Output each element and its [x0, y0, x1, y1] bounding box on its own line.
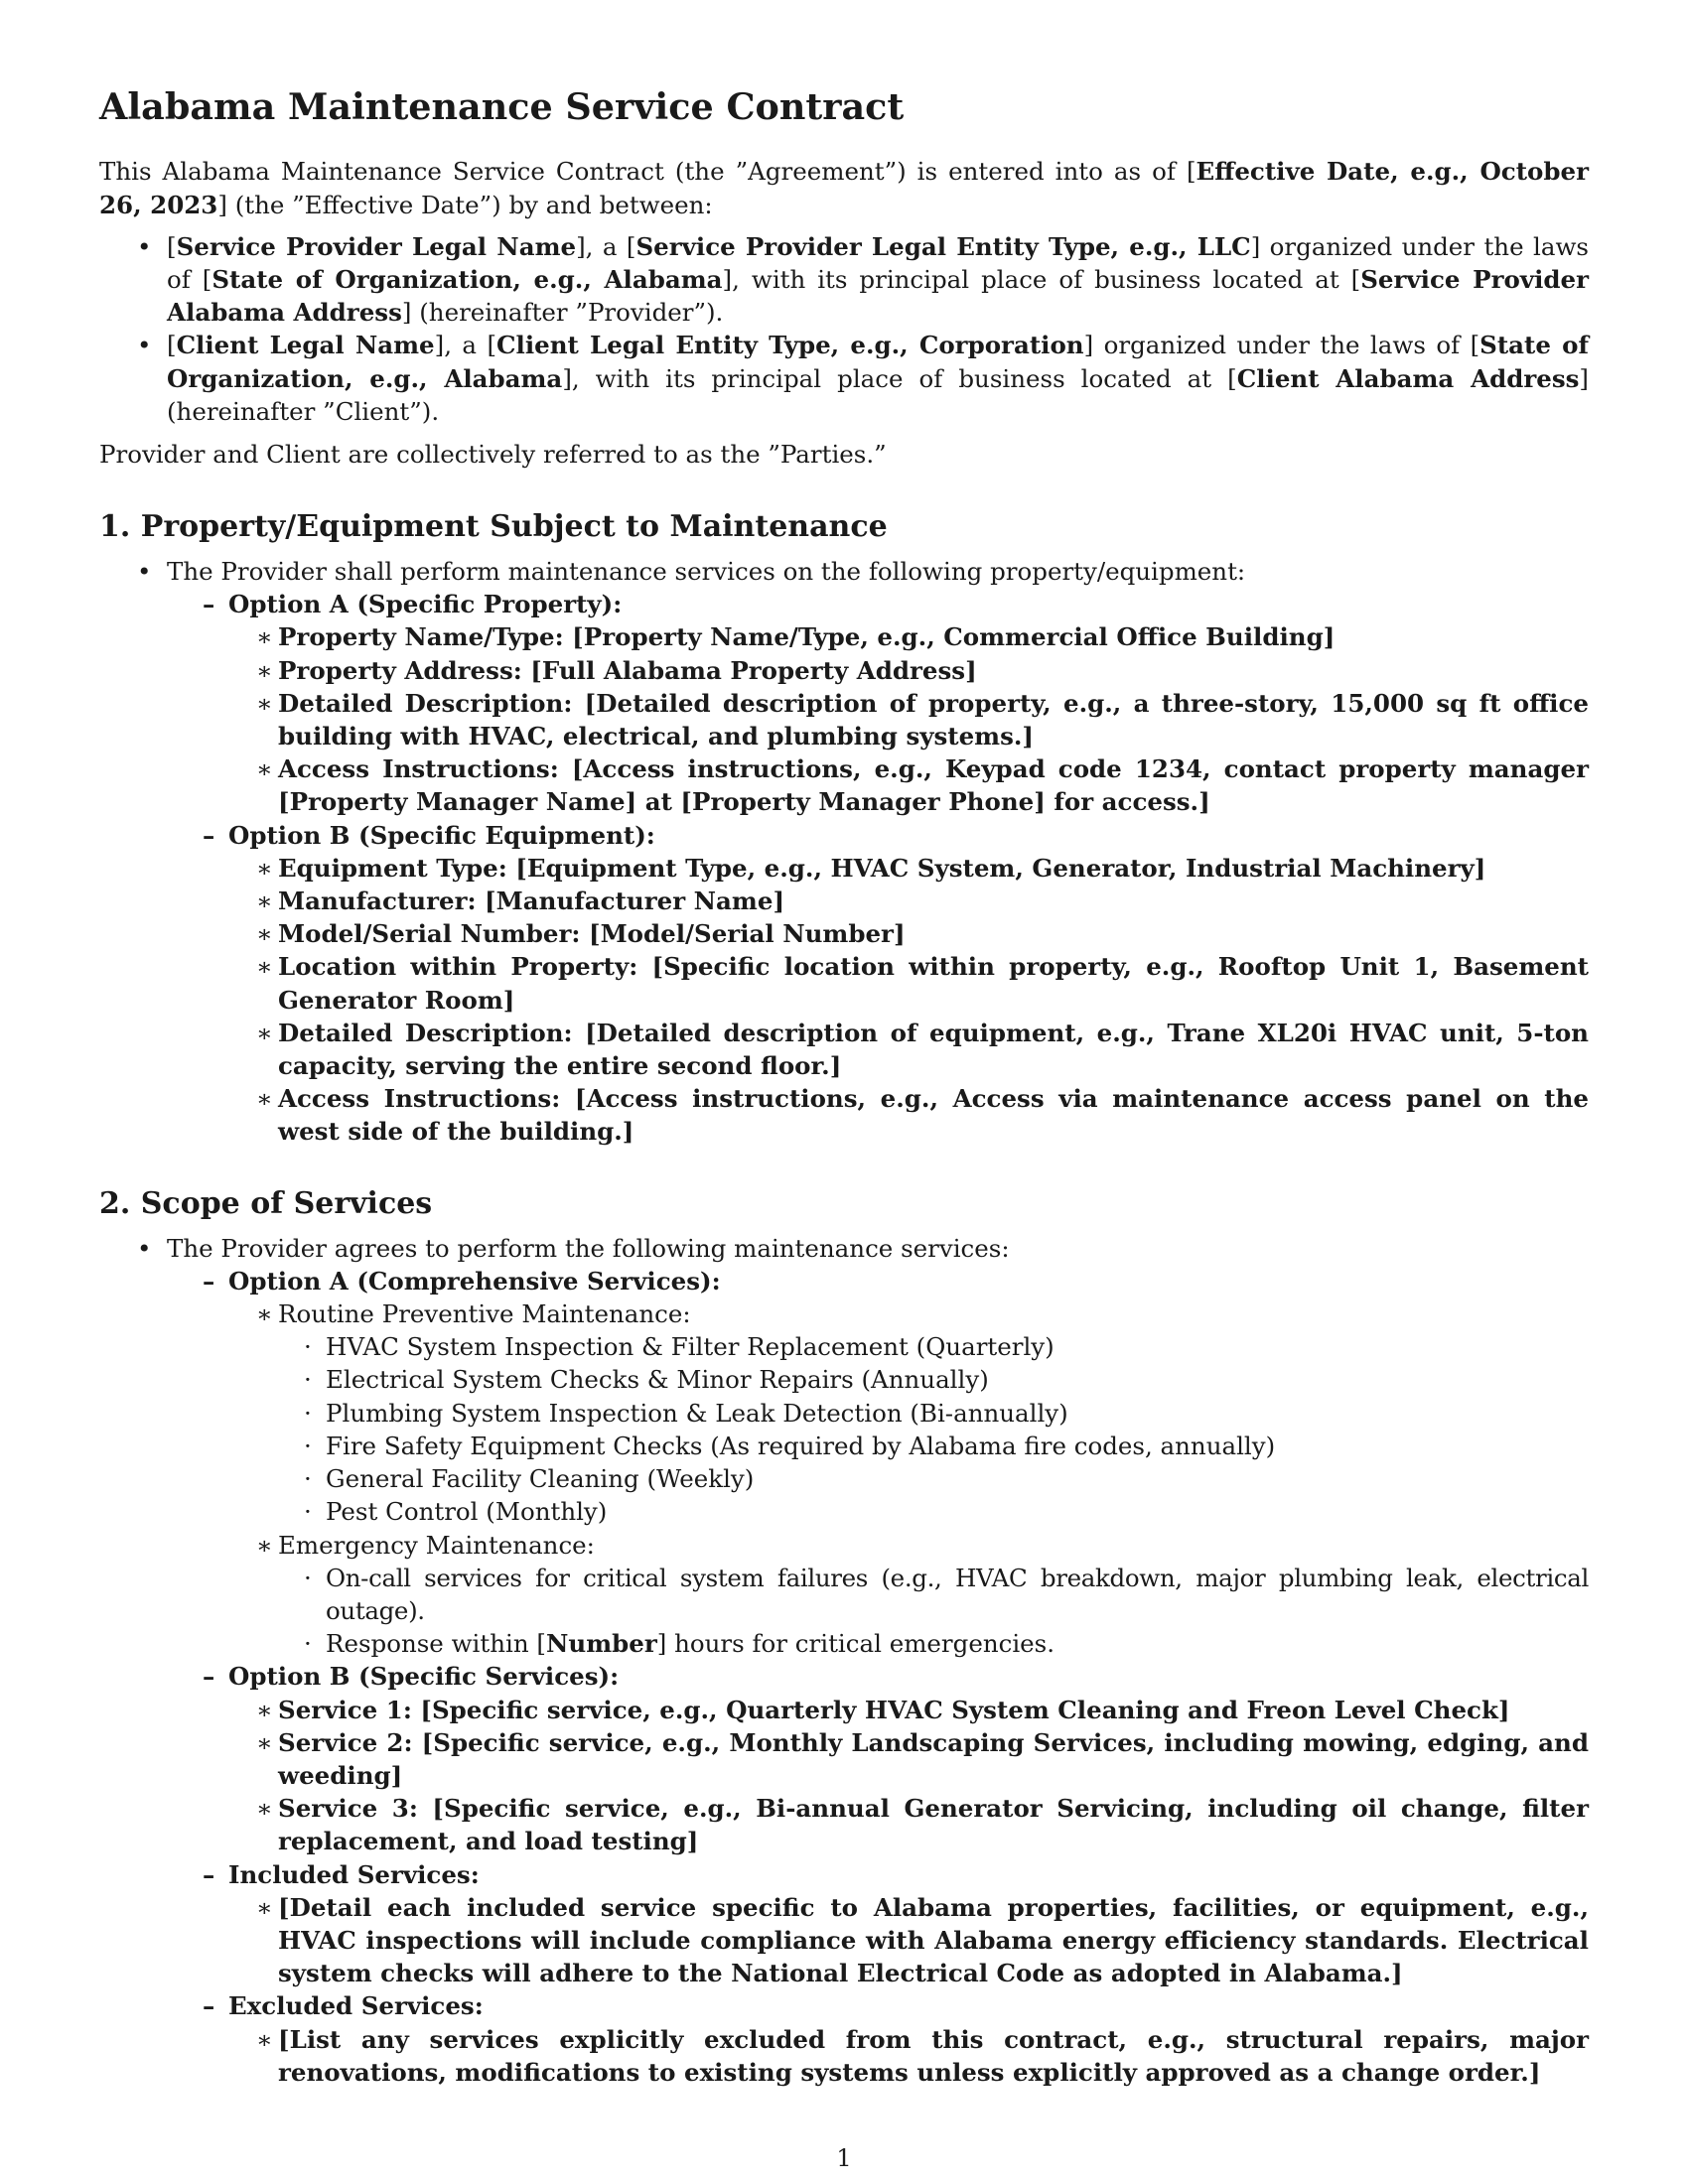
section-2-included: – Included Services: ∗ [Detail each included service specific to Alabama properties, facilities, or equipment, e.g., HVAC inspections will include compliance with Alabama energy efficiency standards. Electrical system checks will adhere to the National Electrical Code as adopted in Alabama.]	[167, 1858, 1589, 1990]
section-2-option-b: – Option B (Specific Services): ∗ Service 1: [Specific service, e.g., Quarterly HVAC System Cleaning and Freon Level Check] ∗ Service 2: [Specific service, e.g., Monthly Landscaping Services, including mowing, edging, and weeding] ∗ Service 3: [Specific service, e.g., Bi-annual Generator Servicing, including oil change, filter replacement, and load testing]	[167, 1660, 1589, 1857]
party-provider: • [Service Provider Legal Name], a [Service Provider Legal Entity Type, e.g., LLC] organized under the laws of [State of Organization, e.g., Alabama], with its principal place of business located at [Service Provider Alabama Address] (hereinafter ”Provider”).	[137, 231, 1590, 328]
parties-list	[99, 230, 1589, 428]
list-item: ∗ Access Instructions: [Access instructions, e.g., Keypad code 1234, contact property manager [Property Manager Name] at [Property Manager Phone] for access.]	[256, 754, 1589, 817]
party-client: • [Client Legal Name], a [Client Legal Entity Type, e.g., Corporation] organized under the laws of [State of Organization, e.g., Alabama], with its principal place of business located at [Client Alabama Address] (hereinafter ”Client”).	[137, 331, 1589, 426]
parties-summary: Provider and Client are collectively referred to as the ”Parties.”	[99, 440, 887, 470]
list-item: ∗ Access Instructions: [Access instructions, e.g., Access via maintenance access panel on the west side of the building.]	[256, 1084, 1589, 1147]
list-item: ∗ Property Address: [Full Alabama Property Address]	[256, 655, 977, 685]
section-2-option-a: – Option A (Comprehensive Services): ∗ Routine Preventive Maintenance: · HVAC System Inspection & Filter Replacement (Quarterly) · Electrical System Checks & Minor Repairs (Annually) · Plumbing System Inspection & Leak Detection (Bi-annually) · Fire Safety Equipment Checks (As required by Alabama fire codes, annually) · General Facility Cleaning (Weekly) · Pest Control (Monthly) ∗ Emergency Maintenance: · On-call services for critical system failures (e.g., HVAC breakdown, major plumbing leak, electrical outage). · Response within [Number] hours for critical emergencies.	[167, 1265, 1589, 1660]
list-item: · HVAC System Inspection & Filter Replacement (Quarterly)	[304, 1332, 1055, 1362]
list-item: · General Facility Cleaning (Weekly)	[304, 1464, 755, 1494]
list-item: ∗ Detailed Description: [Detailed description of property, e.g., a three-story, 15,000 sq ft office building with HVAC, electrical, and plumbing systems.]	[256, 688, 1589, 751]
list-item: ∗ [Detail each included service specific to Alabama properties, facilities, or equipment, e.g., HVAC inspections will include compliance with Alabama energy efficiency standards. Electrical system checks will adhere to the National Electrical Code as adopted in Alabama.]	[256, 1892, 1589, 1988]
list-item: · Response within [Number] hours for critical emergencies.	[304, 1629, 1055, 1659]
section-2-list	[99, 1232, 1589, 2089]
section-2-excluded: – Excluded Services: ∗ [List any services explicitly excluded from this contract, e.g., structural repairs, major renovations, modifications to existing systems unless explicitly approved as a change order.]	[167, 1989, 1589, 2089]
list-item: ∗ [List any services explicitly excluded from this contract, e.g., structural repairs, major renovations, modifications to existing systems unless explicitly approved as a change order.]	[256, 2024, 1589, 2087]
list-item: · On-call services for critical system failures (e.g., HVAC breakdown, major plumbing leak, electrical outage).	[304, 1563, 1589, 1625]
routine-maintenance: ∗ Routine Preventive Maintenance: · HVAC System Inspection & Filter Replacement (Quarterly) · Electrical System Checks & Minor Repairs (Annually) · Plumbing System Inspection & Leak Detection (Bi-annually) · Fire Safety Equipment Checks (As required by Alabama fire codes, annually) · General Facility Cleaning (Weekly) · Pest Control (Monthly)	[228, 1297, 1589, 1528]
intro-paragraph: This Alabama Maintenance Service Contract (the ”Agreement”) is entered into as of [Effective Date, e.g., October 26, 2023] (the ”Effective Date”) by and between:	[99, 156, 1590, 219]
list-item: · Pest Control (Monthly)	[304, 1497, 608, 1527]
list-item: ∗ Model/Serial Number: [Model/Serial Number]	[256, 919, 906, 949]
list-item: · Plumbing System Inspection & Leak Detection (Bi-annually)	[304, 1398, 1068, 1428]
list-item: ∗ Service 2: [Specific service, e.g., Monthly Landscaping Services, including mowing, edging, and weeding]	[256, 1727, 1589, 1790]
page-number: 1	[836, 2144, 852, 2172]
section-1-lead: • The Provider shall perform maintenance services on the following property/equipment: – Option A (Specific Property): ∗ Property Name/Type: [Property Name/Type, e.g., Commercial Office Building] ∗ Property Address: [Full Alabama Property Address] ∗ Detailed Description: [Detailed description of property, e.g., a three-story, 15,000 sq ft office building with HVAC, electrical, and plumbing systems.] ∗ Access Instructions: [Access instructions, e.g., Keypad code 1234, contact property manager [Property Manager Name] at [Property Manager Phone] for access.] – Option B (Specific Equipment): ∗ Equipment Type: [Equipment Type, e.g., HVAC System, Generator, Industrial Machinery] ∗ Manufacturer: [Manufacturer Name] ∗ Model/Serial Number: [Model/Serial Number] ∗ Location within Property: [Specific location within property, e.g., Rooftop Unit 1, Basement Generator Room] ∗ Detailed Description: [Detailed description of equipment, e.g., Trane XL20i HVAC unit, 5-ton capacity, serving the entire second floor.] ∗ Access Instructions: [Access instructions, e.g., Access via maintenance access panel on the west side of the building.]	[99, 555, 1589, 1149]
document-page	[99, 85, 1589, 2089]
list-item: · Electrical System Checks & Minor Repairs (Annually)	[304, 1365, 989, 1395]
section-2-heading: 2. Scope of Services	[99, 1185, 433, 1221]
document-title: Alabama Maintenance Service Contract	[99, 85, 905, 128]
list-item: ∗ Property Name/Type: [Property Name/Type, e.g., Commercial Office Building]	[256, 622, 1336, 652]
section-1-option-a: – Option A (Specific Property): ∗ Property Name/Type: [Property Name/Type, e.g., Commercial Office Building] ∗ Property Address: [Full Alabama Property Address] ∗ Detailed Description: [Detailed description of property, e.g., a three-story, 15,000 sq ft office building with HVAC, electrical, and plumbing systems.] ∗ Access Instructions: [Access instructions, e.g., Keypad code 1234, contact property manager [Property Manager Name] at [Property Manager Phone] for access.]	[167, 588, 1589, 818]
section-1-heading: 1. Property/Equipment Subject to Maintenance	[99, 509, 888, 545]
list-item: ∗ Service 3: [Specific service, e.g., Bi-annual Generator Servicing, including oil change, filter replacement, and load testing]	[256, 1794, 1589, 1856]
list-item: · Fire Safety Equipment Checks (As required by Alabama fire codes, annually)	[304, 1431, 1276, 1460]
list-item: ∗ Manufacturer: [Manufacturer Name]	[256, 887, 785, 916]
emergency-maintenance: ∗ Emergency Maintenance: · On-call services for critical system failures (e.g., HVAC breakdown, major plumbing leak, electrical outage). · Response within [Number] hours for critical emergencies.	[228, 1529, 1589, 1661]
section-2-lead: • The Provider agrees to perform the following maintenance services: – Option A (Comprehensive Services): ∗ Routine Preventive Maintenance: · HVAC System Inspection & Filter Replacement (Quarterly) · Electrical System Checks & Minor Repairs (Annually) · Plumbing System Inspection & Leak Detection (Bi-annually) · Fire Safety Equipment Checks (As required by Alabama fire codes, annually) · General Facility Cleaning (Weekly) · Pest Control (Monthly) ∗ Emergency Maintenance: · On-call services for critical system failures (e.g., HVAC breakdown, major plumbing leak, electrical outage). · Response within [Number] hours for critical emergencies. – Option B (Specific Services): ∗ Service 1: [Specific service, e.g., Quarterly HVAC System Cleaning and Freon Level Check] ∗ Service 2: [Specific service, e.g., Monthly Landscaping Services, including mowing, edging, and weeding] ∗ Service 3: [Specific service, e.g., Bi-annual Generator Servicing, including oil change, filter replacement, and load testing] – Included Services: ∗ [Detail each included service specific to Alabama properties, facilities, or equipment, e.g., HVAC inspections will include compliance with Alabama energy efficiency standards. Electrical system checks will adhere to the National Electrical Code as adopted in Alabama.] – Excluded Services: ∗ [List any services explicitly excluded from this contract, e.g., structural repairs, major renovations, modifications to existing systems unless explicitly approved as a change order.]	[99, 1232, 1589, 2089]
section-1-list	[99, 555, 1589, 1149]
section-1-option-b: – Option B (Specific Equipment): ∗ Equipment Type: [Equipment Type, e.g., HVAC System, Generator, Industrial Machinery] ∗ Manufacturer: [Manufacturer Name] ∗ Model/Serial Number: [Model/Serial Number] ∗ Location within Property: [Specific location within property, e.g., Rooftop Unit 1, Basement Generator Room] ∗ Detailed Description: [Detailed description of equipment, e.g., Trane XL20i HVAC unit, 5-ton capacity, serving the entire second floor.] ∗ Access Instructions: [Access instructions, e.g., Access via maintenance access panel on the west side of the building.]	[167, 819, 1589, 1149]
list-item: ∗ Service 1: [Specific service, e.g., Quarterly HVAC System Cleaning and Freon Level Check]	[256, 1695, 1510, 1724]
list-item: ∗ Location within Property: [Specific location within property, e.g., Rooftop Unit 1, Basement Generator Room]	[256, 952, 1589, 1015]
list-item: ∗ Equipment Type: [Equipment Type, e.g., HVAC System, Generator, Industrial Machinery]	[256, 853, 1486, 883]
list-item: ∗ Detailed Description: [Detailed description of equipment, e.g., Trane XL20i HVAC unit, 5-ton capacity, serving the entire second floor.]	[256, 1018, 1589, 1081]
